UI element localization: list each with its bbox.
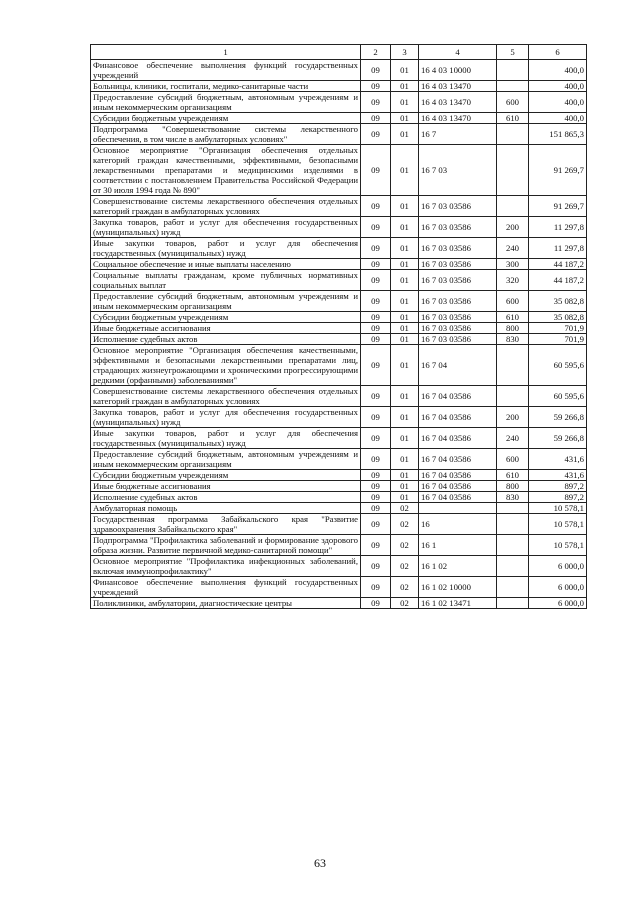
row-name-cell: Основное мероприятие "Профилактика инфекционных заболеваний, включая иммунопрофилактику" <box>91 556 361 577</box>
table-row <box>91 556 587 577</box>
section-code-cell: 09 <box>361 334 391 345</box>
subsection-code-cell: 01 <box>391 323 419 334</box>
target-article-cell: 16 7 03 03586 <box>419 238 497 259</box>
expense-type-cell: 830 <box>497 334 529 345</box>
section-code-cell: 09 <box>361 492 391 503</box>
amount-cell: 10 578,1 <box>529 503 587 514</box>
amount-cell: 431,6 <box>529 470 587 481</box>
table-row <box>91 145 587 196</box>
amount-cell: 35 082,8 <box>529 312 587 323</box>
row-name-cell: Предоставление субсидий бюджетным, автономным учреждениям и иным некоммерческим организациям <box>91 92 361 113</box>
subsection-code-cell: 01 <box>391 449 419 470</box>
expense-type-cell <box>497 514 529 535</box>
header-cell-5: 5 <box>497 45 529 60</box>
header-row <box>91 45 587 60</box>
target-article-cell: 16 1 <box>419 535 497 556</box>
target-article-cell: 16 7 04 03586 <box>419 492 497 503</box>
target-article-cell: 16 1 02 <box>419 556 497 577</box>
table-row <box>91 81 587 92</box>
target-article-cell: 16 7 04 03586 <box>419 386 497 407</box>
subsection-code-cell: 01 <box>391 386 419 407</box>
target-article-cell: 16 7 03 03586 <box>419 196 497 217</box>
subsection-code-cell: 01 <box>391 291 419 312</box>
table-row <box>91 60 587 81</box>
section-code-cell: 09 <box>361 196 391 217</box>
target-article-cell: 16 7 04 03586 <box>419 449 497 470</box>
amount-cell: 400,0 <box>529 92 587 113</box>
expense-type-cell: 200 <box>497 217 529 238</box>
row-name-cell: Иные закупки товаров, работ и услуг для обеспечения государственных (муниципальных) нужд <box>91 428 361 449</box>
section-code-cell: 09 <box>361 428 391 449</box>
table-row <box>91 217 587 238</box>
page-number: 63 <box>314 856 326 870</box>
row-name-cell: Закупка товаров, работ и услуг для обеспечения государственных (муниципальных) нужд <box>91 407 361 428</box>
expense-type-cell <box>497 60 529 81</box>
amount-cell: 400,0 <box>529 60 587 81</box>
row-name-cell: Подпрограмма "Совершенствование системы лекарственного обеспечения, в том числе в амбулаторных условиях" <box>91 124 361 145</box>
section-code-cell: 09 <box>361 270 391 291</box>
target-article-cell: 16 7 03 03586 <box>419 334 497 345</box>
section-code-cell: 09 <box>361 577 391 598</box>
amount-cell: 60 595,6 <box>529 386 587 407</box>
amount-cell: 10 578,1 <box>529 514 587 535</box>
amount-cell: 91 269,7 <box>529 145 587 196</box>
subsection-code-cell: 01 <box>391 113 419 124</box>
section-code-cell: 09 <box>361 345 391 386</box>
subsection-code-cell: 02 <box>391 514 419 535</box>
expense-type-cell <box>497 345 529 386</box>
expense-type-cell: 800 <box>497 323 529 334</box>
subsection-code-cell: 02 <box>391 577 419 598</box>
row-name-cell: Предоставление субсидий бюджетным, автономным учреждениям и иным некоммерческим организациям <box>91 449 361 470</box>
row-name-cell: Иные бюджетные ассигнования <box>91 481 361 492</box>
table-row <box>91 92 587 113</box>
header-cell-6: 6 <box>529 45 587 60</box>
subsection-code-cell: 01 <box>391 60 419 81</box>
table-row <box>91 386 587 407</box>
target-article-cell: 16 7 04 03586 <box>419 481 497 492</box>
target-article-cell: 16 7 03 03586 <box>419 323 497 334</box>
section-code-cell: 09 <box>361 60 391 81</box>
row-name-cell: Основное мероприятие "Организация обеспечения качественными, эффективными и безопасными лекарственными препаратами лиц, страдающих жизнеугрожающими и хроническими прогрессирующими редкими (орфанными) заболеваниями" <box>91 345 361 386</box>
table-row <box>91 514 587 535</box>
table-row <box>91 323 587 334</box>
subsection-code-cell: 01 <box>391 238 419 259</box>
section-code-cell: 09 <box>361 323 391 334</box>
row-name-cell: Субсидии бюджетным учреждениям <box>91 312 361 323</box>
table-row <box>91 291 587 312</box>
section-code-cell: 09 <box>361 124 391 145</box>
section-code-cell: 09 <box>361 113 391 124</box>
expense-type-cell <box>497 535 529 556</box>
target-article-cell: 16 7 04 <box>419 345 497 386</box>
table-row <box>91 196 587 217</box>
expense-type-cell: 600 <box>497 449 529 470</box>
row-name-cell: Исполнение судебных актов <box>91 492 361 503</box>
table-row <box>91 238 587 259</box>
row-name-cell: Поликлиники, амбулатории, диагностические центры <box>91 598 361 609</box>
row-name-cell: Субсидии бюджетным учреждениям <box>91 470 361 481</box>
expense-type-cell: 610 <box>497 312 529 323</box>
expense-type-cell: 800 <box>497 481 529 492</box>
target-article-cell: 16 7 03 03586 <box>419 270 497 291</box>
amount-cell: 6 000,0 <box>529 598 587 609</box>
target-article-cell: 16 7 03 03586 <box>419 291 497 312</box>
subsection-code-cell: 01 <box>391 270 419 291</box>
subsection-code-cell: 01 <box>391 492 419 503</box>
section-code-cell: 09 <box>361 92 391 113</box>
expense-type-cell <box>497 81 529 92</box>
expense-type-cell <box>497 503 529 514</box>
amount-cell: 897,2 <box>529 481 587 492</box>
section-code-cell: 09 <box>361 556 391 577</box>
row-name-cell: Совершенствование системы лекарственного обеспечения отдельных категорий граждан в амбулаторных условиях <box>91 196 361 217</box>
amount-cell: 431,6 <box>529 449 587 470</box>
target-article-cell: 16 4 03 10000 <box>419 60 497 81</box>
amount-cell: 400,0 <box>529 113 587 124</box>
row-name-cell: Финансовое обеспечение выполнения функций государственных учреждений <box>91 60 361 81</box>
target-article-cell: 16 7 04 03586 <box>419 407 497 428</box>
table-row <box>91 270 587 291</box>
subsection-code-cell: 02 <box>391 535 419 556</box>
subsection-code-cell: 01 <box>391 81 419 92</box>
amount-cell: 44 187,2 <box>529 259 587 270</box>
amount-cell: 44 187,2 <box>529 270 587 291</box>
subsection-code-cell: 01 <box>391 428 419 449</box>
section-code-cell: 09 <box>361 514 391 535</box>
row-name-cell: Совершенствование системы лекарственного обеспечения отдельных категорий граждан в амбулаторных условиях <box>91 386 361 407</box>
target-article-cell: 16 7 03 <box>419 145 497 196</box>
amount-cell: 400,0 <box>529 81 587 92</box>
section-code-cell: 09 <box>361 481 391 492</box>
table-body <box>91 60 587 609</box>
row-name-cell: Иные закупки товаров, работ и услуг для обеспечения государственных (муниципальных) нужд <box>91 238 361 259</box>
amount-cell: 11 297,8 <box>529 238 587 259</box>
row-name-cell: Финансовое обеспечение выполнения функций государственных учреждений <box>91 577 361 598</box>
table-row <box>91 481 587 492</box>
budget-table <box>90 44 587 609</box>
row-name-cell: Закупка товаров, работ и услуг для обеспечения государственных (муниципальных) нужд <box>91 217 361 238</box>
target-article-cell: 16 7 03 03586 <box>419 217 497 238</box>
amount-cell: 701,9 <box>529 334 587 345</box>
expense-type-cell: 610 <box>497 470 529 481</box>
target-article-cell <box>419 503 497 514</box>
expense-type-cell: 830 <box>497 492 529 503</box>
table-row <box>91 124 587 145</box>
section-code-cell: 09 <box>361 145 391 196</box>
expense-type-cell: 610 <box>497 113 529 124</box>
subsection-code-cell: 01 <box>391 259 419 270</box>
amount-cell: 10 578,1 <box>529 535 587 556</box>
expense-type-cell: 200 <box>497 407 529 428</box>
expense-type-cell: 600 <box>497 92 529 113</box>
section-code-cell: 09 <box>361 503 391 514</box>
row-name-cell: Государственная программа Забайкальского края "Развитие здравоохранения Забайкальского края" <box>91 514 361 535</box>
section-code-cell: 09 <box>361 598 391 609</box>
table-row <box>91 577 587 598</box>
table-row <box>91 259 587 270</box>
section-code-cell: 09 <box>361 81 391 92</box>
target-article-cell: 16 7 03 03586 <box>419 312 497 323</box>
row-name-cell: Иные бюджетные ассигнования <box>91 323 361 334</box>
table-row <box>91 113 587 124</box>
target-article-cell: 16 4 03 13470 <box>419 81 497 92</box>
subsection-code-cell: 01 <box>391 334 419 345</box>
subsection-code-cell: 01 <box>391 124 419 145</box>
target-article-cell: 16 1 02 13471 <box>419 598 497 609</box>
row-name-cell: Социальные выплаты гражданам, кроме публичных нормативных социальных выплат <box>91 270 361 291</box>
table-row <box>91 535 587 556</box>
section-code-cell: 09 <box>361 217 391 238</box>
target-article-cell: 16 7 03 03586 <box>419 259 497 270</box>
row-name-cell: Амбулаторная помощь <box>91 503 361 514</box>
section-code-cell: 09 <box>361 386 391 407</box>
table-row <box>91 428 587 449</box>
header-cell-3: 3 <box>391 45 419 60</box>
expense-type-cell: 600 <box>497 291 529 312</box>
row-name-cell: Субсидии бюджетным учреждениям <box>91 113 361 124</box>
table-row <box>91 345 587 386</box>
table-row <box>91 503 587 514</box>
table-row <box>91 598 587 609</box>
amount-cell: 897,2 <box>529 492 587 503</box>
expense-type-cell <box>497 598 529 609</box>
expense-type-cell <box>497 145 529 196</box>
table-row <box>91 334 587 345</box>
subsection-code-cell: 01 <box>391 92 419 113</box>
expense-type-cell <box>497 556 529 577</box>
section-code-cell: 09 <box>361 312 391 323</box>
subsection-code-cell: 01 <box>391 312 419 323</box>
target-article-cell: 16 7 04 03586 <box>419 428 497 449</box>
expense-type-cell <box>497 196 529 217</box>
subsection-code-cell: 01 <box>391 470 419 481</box>
amount-cell: 151 865,3 <box>529 124 587 145</box>
section-code-cell: 09 <box>361 470 391 481</box>
table-row <box>91 470 587 481</box>
target-article-cell: 16 4 03 13470 <box>419 113 497 124</box>
section-code-cell: 09 <box>361 291 391 312</box>
subsection-code-cell: 02 <box>391 598 419 609</box>
amount-cell: 59 266,8 <box>529 407 587 428</box>
amount-cell: 6 000,0 <box>529 577 587 598</box>
expense-type-cell <box>497 124 529 145</box>
expense-type-cell: 240 <box>497 428 529 449</box>
section-code-cell: 09 <box>361 535 391 556</box>
amount-cell: 11 297,8 <box>529 217 587 238</box>
subsection-code-cell: 01 <box>391 145 419 196</box>
subsection-code-cell: 01 <box>391 217 419 238</box>
subsection-code-cell: 01 <box>391 407 419 428</box>
row-name-cell: Исполнение судебных актов <box>91 334 361 345</box>
target-article-cell: 16 <box>419 514 497 535</box>
subsection-code-cell: 01 <box>391 481 419 492</box>
section-code-cell: 09 <box>361 238 391 259</box>
table-row <box>91 312 587 323</box>
header-cell-4: 4 <box>419 45 497 60</box>
row-name-cell: Основное мероприятие "Организация обеспечения отдельных категорий граждан качественными, эффективными, безопасными лекарственными препаратами и медицинскими изделиями в соответствии с постановлением Правительства Российской Федерации от 30 июля 1994 года № 890" <box>91 145 361 196</box>
target-article-cell: 16 1 02 10000 <box>419 577 497 598</box>
subsection-code-cell: 02 <box>391 556 419 577</box>
row-name-cell: Больницы, клиники, госпитали, медико-санитарные части <box>91 81 361 92</box>
expense-type-cell: 320 <box>497 270 529 291</box>
table-row <box>91 449 587 470</box>
amount-cell: 60 595,6 <box>529 345 587 386</box>
target-article-cell: 16 4 03 13470 <box>419 92 497 113</box>
header-cell-2: 2 <box>361 45 391 60</box>
amount-cell: 59 266,8 <box>529 428 587 449</box>
row-name-cell: Социальное обеспечение и иные выплаты населению <box>91 259 361 270</box>
target-article-cell: 16 7 <box>419 124 497 145</box>
amount-cell: 91 269,7 <box>529 196 587 217</box>
amount-cell: 6 000,0 <box>529 556 587 577</box>
table-row <box>91 407 587 428</box>
expense-type-cell: 300 <box>497 259 529 270</box>
expense-type-cell <box>497 577 529 598</box>
expense-type-cell <box>497 386 529 407</box>
section-code-cell: 09 <box>361 259 391 270</box>
section-code-cell: 09 <box>361 449 391 470</box>
subsection-code-cell: 01 <box>391 196 419 217</box>
target-article-cell: 16 7 04 03586 <box>419 470 497 481</box>
row-name-cell: Подпрограмма "Профилактика заболеваний и формирование здорового образа жизни. Развитие первичной медико-санитарной помощи" <box>91 535 361 556</box>
amount-cell: 701,9 <box>529 323 587 334</box>
subsection-code-cell: 01 <box>391 345 419 386</box>
row-name-cell: Предоставление субсидий бюджетным, автономным учреждениям и иным некоммерческим организациям <box>91 291 361 312</box>
table-row <box>91 492 587 503</box>
amount-cell: 35 082,8 <box>529 291 587 312</box>
subsection-code-cell: 02 <box>391 503 419 514</box>
expense-type-cell: 240 <box>497 238 529 259</box>
header-cell-1: 1 <box>91 45 361 60</box>
section-code-cell: 09 <box>361 407 391 428</box>
